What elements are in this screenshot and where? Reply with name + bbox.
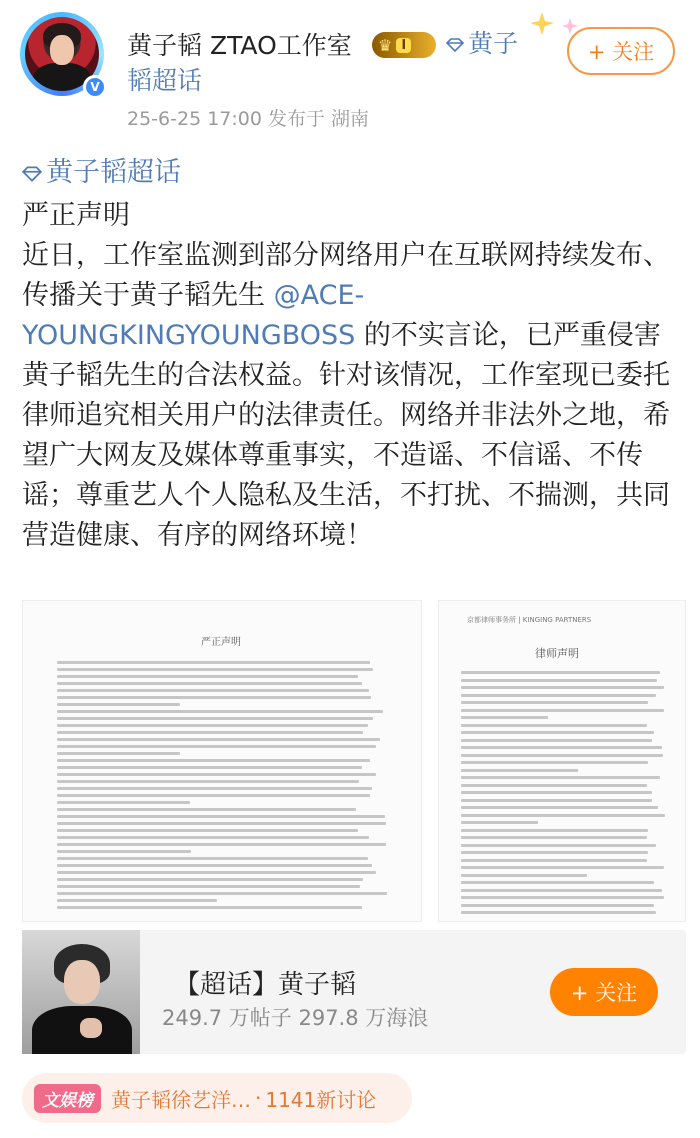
diamond-icon bbox=[22, 166, 42, 182]
document-text-line bbox=[57, 836, 369, 839]
lawyer-letter-title: 律师声明 bbox=[535, 647, 579, 660]
document-text-line bbox=[57, 731, 363, 734]
diamond-icon bbox=[446, 38, 464, 52]
document-text-line bbox=[57, 794, 370, 797]
document-text-line bbox=[57, 906, 362, 909]
vip-badge[interactable] bbox=[372, 32, 436, 58]
document-text-line bbox=[461, 874, 587, 877]
statement-image[interactable] bbox=[22, 600, 422, 922]
super-topic-stats: 249.7 万帖子 297.8 万海浪 bbox=[162, 1006, 429, 1030]
post-body-text-continued: 的不实言论，已严重侵害黄子韬先生的合法权益。针对该情况，工作室现已委托律师追究相关用户的法律责任。网络并非法外之地，希望广大网友及媒体尊重事实，不造谣、不信谣、不传谣；尊重艺人个人隐私及生活，不打扰、不揣测，共同营造健康、有序的网络环境！ bbox=[22, 320, 670, 551]
document-text-line bbox=[461, 814, 665, 817]
document-text-line bbox=[461, 896, 664, 899]
verified-icon: V bbox=[83, 75, 107, 99]
document-text-line bbox=[57, 850, 191, 853]
topic-tag-label: 黄子韬超话 bbox=[46, 157, 181, 188]
document-text-line bbox=[57, 745, 376, 748]
document-text-line bbox=[57, 738, 380, 741]
document-text-line bbox=[57, 808, 356, 811]
document-text-line bbox=[461, 881, 654, 884]
document-text-line bbox=[57, 675, 358, 678]
document-text-line bbox=[461, 889, 662, 892]
document-text-line bbox=[57, 724, 368, 727]
law-firm-header: 京都律师事务所 | KINGING PARTNERS bbox=[467, 616, 592, 624]
statement-image-title: 严正声明 bbox=[201, 637, 241, 648]
document-text-line bbox=[57, 899, 217, 902]
post-body-text: 近日，工作室监测到部分网络用户在互联网持续发布、传播关于黄子韬先生 bbox=[22, 240, 670, 311]
follow-button[interactable]: + 关注 bbox=[567, 27, 675, 75]
post-title: 严正声明 bbox=[22, 200, 130, 231]
document-text-line bbox=[461, 776, 660, 779]
document-text-line bbox=[57, 892, 387, 895]
document-text-line bbox=[57, 766, 362, 769]
document-text-line bbox=[461, 701, 648, 704]
super-topic-title: 【超话】黄子韬 bbox=[174, 970, 357, 1000]
document-text-line bbox=[57, 710, 383, 713]
mention-link[interactable]: @ACE-YOUNGKINGYOUNGBOSS bbox=[22, 280, 365, 351]
document-text-line bbox=[57, 668, 373, 671]
hot-topic-count: 1141新讨论 bbox=[265, 1087, 377, 1112]
document-text-line bbox=[461, 799, 652, 802]
document-text-line bbox=[57, 717, 373, 720]
document-text-line bbox=[57, 661, 370, 664]
document-text-line bbox=[57, 703, 180, 706]
super-topic-link-part1: 黄子 bbox=[468, 29, 519, 58]
super-topic-card[interactable] bbox=[22, 930, 686, 1054]
document-text-line bbox=[461, 866, 664, 869]
lawyer-letter-image[interactable] bbox=[438, 600, 686, 922]
document-text-line bbox=[461, 754, 663, 757]
document-text-line bbox=[461, 851, 648, 854]
document-text-line bbox=[461, 806, 658, 809]
document-text-line bbox=[57, 815, 385, 818]
document-text-line bbox=[461, 694, 656, 697]
super-topic-thumbnail bbox=[22, 930, 140, 1054]
document-text-line bbox=[461, 686, 664, 689]
document-text-line bbox=[461, 859, 647, 862]
hot-topic-separator: · bbox=[255, 1086, 262, 1110]
document-text-line bbox=[461, 784, 647, 787]
hot-topic-pill[interactable] bbox=[22, 1073, 412, 1123]
vip-level: I bbox=[396, 38, 411, 53]
document-text-line bbox=[57, 885, 360, 888]
document-text-line bbox=[461, 844, 656, 847]
document-text-line bbox=[461, 746, 662, 749]
document-text-line bbox=[461, 671, 660, 674]
post-body bbox=[22, 236, 687, 556]
document-text-line bbox=[461, 739, 652, 742]
document-text-line bbox=[57, 801, 190, 804]
account-name[interactable]: 黄子韬 ZTAO工作室 bbox=[127, 31, 352, 60]
crown-icon: ♛ bbox=[378, 35, 393, 55]
super-topic-link-continued[interactable]: 韬超话 bbox=[127, 66, 203, 95]
post-meta: 25-6-25 17:00 发布于 湖南 bbox=[127, 108, 370, 130]
document-text-line bbox=[461, 821, 538, 824]
document-text-line bbox=[461, 716, 548, 719]
topic-tag[interactable] bbox=[22, 155, 181, 191]
hot-list-badge: 文娱榜 bbox=[34, 1084, 101, 1113]
document-text-line bbox=[461, 791, 652, 794]
document-text-line bbox=[57, 696, 371, 699]
document-text-line bbox=[57, 780, 359, 783]
document-text-line bbox=[57, 822, 386, 825]
document-text-line bbox=[57, 878, 363, 881]
document-text-line bbox=[57, 864, 372, 867]
document-text-line bbox=[57, 752, 180, 755]
hot-topic-text: 黄子韬徐艺洋… bbox=[111, 1087, 251, 1112]
document-text-line bbox=[461, 769, 578, 772]
super-topic-link[interactable] bbox=[446, 28, 518, 60]
document-text-line bbox=[57, 871, 376, 874]
document-text-line bbox=[57, 787, 372, 790]
document-text-line bbox=[57, 773, 376, 776]
document-text-line bbox=[461, 679, 657, 682]
avatar[interactable] bbox=[20, 12, 104, 96]
document-text-line bbox=[461, 911, 656, 914]
document-text-line bbox=[57, 829, 358, 832]
document-text-line bbox=[57, 857, 368, 860]
document-text-line bbox=[461, 761, 648, 764]
document-text-line bbox=[461, 724, 647, 727]
super-topic-follow-button[interactable]: + 关注 bbox=[550, 968, 658, 1016]
document-text-line bbox=[57, 682, 362, 685]
document-text-line bbox=[57, 759, 370, 762]
document-text-line bbox=[461, 829, 648, 832]
document-text-line bbox=[57, 843, 386, 846]
document-text-line bbox=[461, 904, 654, 907]
document-text-line bbox=[461, 731, 654, 734]
document-text-line bbox=[461, 836, 647, 839]
document-text-line bbox=[57, 689, 369, 692]
document-text-line bbox=[461, 709, 664, 712]
